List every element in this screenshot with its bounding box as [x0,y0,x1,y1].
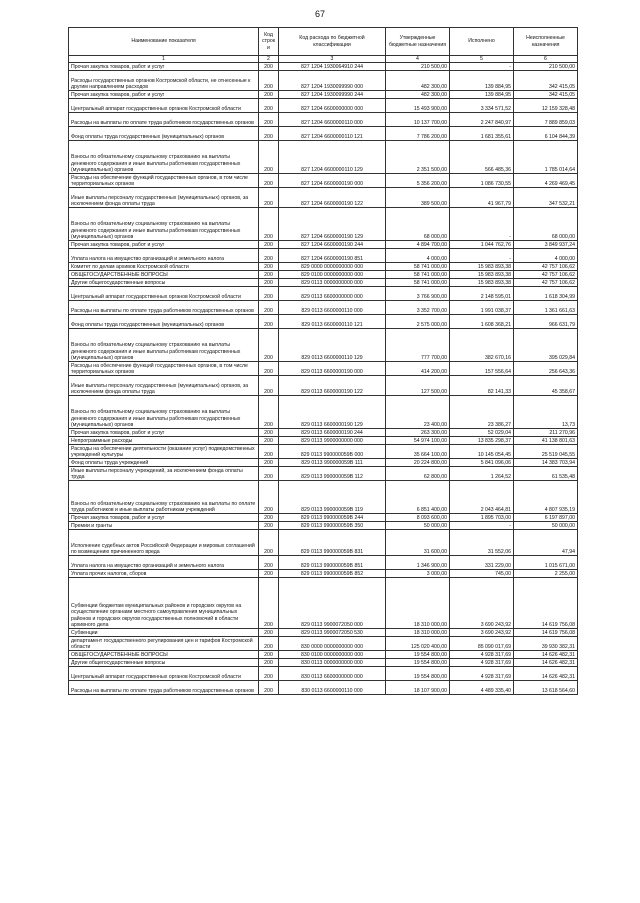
table-row [69,271,578,279]
row-unexecuted-amount: 14 619 756,08 [514,629,578,637]
row-line-code: 200 [259,629,279,637]
row-approved-amount: 58 741 000,00 [386,271,450,279]
row-name: Расходы на обеспечение деятельности (оказание услуг) подведомственных учреждений культуры [69,445,259,459]
row-name: Прочая закупка товаров, работ и услуг [69,429,259,437]
header-unexecuted: Неисполненные назначения [514,28,578,56]
table-row [69,570,578,578]
row-budget-code: 827 1204 6600000190 129 [279,208,386,241]
row-approved-amount: 2 351 500,00 [386,141,450,174]
row-executed-amount: 1 681 355,61 [450,127,514,141]
row-budget-code: 829 0113 990000059В 852 [279,570,386,578]
row-line-code: 200 [259,459,279,467]
row-line-code: 200 [259,514,279,522]
row-approved-amount: 127 500,00 [386,376,450,396]
row-executed-amount: 23 386,27 [450,396,514,429]
column-number: 2 [259,56,279,63]
table-row [69,329,578,362]
row-approved-amount: 18 107 900,00 [386,681,450,695]
row-budget-code: 829 0113 990000059В 111 [279,459,386,467]
row-budget-code: 829 0113 990000059В 112 [279,467,386,481]
table-row [69,241,578,249]
row-budget-code: 827 1204 6600000000 000 [279,99,386,113]
row-budget-code: 827 1204 1930099990 000 [279,71,386,91]
table-row [69,667,578,681]
row-approved-amount: 3 000,00 [386,570,450,578]
table-row [69,629,578,637]
row-approved-amount: 210 500,00 [386,63,450,71]
row-unexecuted-amount: 42 757 106,62 [514,271,578,279]
row-budget-code: 829 0113 6600000110 000 [279,301,386,315]
row-name: ОБЩЕГОСУДАРСТВЕННЫЕ ВОПРОСЫ [69,271,259,279]
row-unexecuted-amount: 256 643,36 [514,362,578,376]
row-name: Другие общегосударственные вопросы [69,279,259,287]
row-line-code: 200 [259,376,279,396]
row-budget-code: 827 1204 6600000190 244 [279,241,386,249]
table-row [69,287,578,301]
row-approved-amount: 389 500,00 [386,188,450,208]
row-budget-code: 827 1204 6600000190 000 [279,174,386,188]
table-row [69,141,578,174]
row-budget-code: 829 0113 990000059В 831 [279,530,386,556]
row-budget-code: 830 0113 6600000110 000 [279,681,386,695]
row-approved-amount: 4 000,00 [386,249,450,263]
row-line-code: 200 [259,522,279,530]
table-row [69,208,578,241]
header-name: Наименование показателя [69,28,259,56]
table-row [69,71,578,91]
table-row [69,249,578,263]
row-unexecuted-amount: 211 270,96 [514,429,578,437]
table-row [69,681,578,695]
row-approved-amount: 1 346 900,00 [386,556,450,570]
row-executed-amount: 382 670,16 [450,329,514,362]
row-executed-amount: 13 835 298,37 [450,437,514,445]
row-name: Премии и гранты [69,522,259,530]
row-approved-amount: 263 300,00 [386,429,450,437]
row-line-code: 200 [259,429,279,437]
row-budget-code: 829 0100 0000000000 000 [279,271,386,279]
row-line-code: 200 [259,301,279,315]
row-name: Субвенции [69,629,259,637]
row-line-code: 200 [259,570,279,578]
column-number: 3 [279,56,386,63]
row-name: Взносы по обязательному социальному страхованию на выплаты денежного содержания и иные выплаты работникам государственных (муниципальных) органов [69,329,259,362]
row-name: Центральный аппарат государственных органов Костромской области [69,667,259,681]
row-unexecuted-amount: 50 000,00 [514,522,578,530]
row-budget-code: 829 0113 990000059В 119 [279,481,386,514]
row-budget-code: 830 0000 0000000000 000 [279,637,386,651]
row-line-code: 200 [259,208,279,241]
row-unexecuted-amount: 395 029,84 [514,329,578,362]
table-row [69,362,578,376]
row-executed-amount: 2 247 840,97 [450,113,514,127]
row-budget-code: 829 0113 6600000190 000 [279,362,386,376]
table-row [69,556,578,570]
row-name: Центральный аппарат государственных органов Костромской области [69,99,259,113]
row-budget-code: 829 0113 990000059В 350 [279,522,386,530]
row-name: Другие общегосударственные вопросы [69,659,259,667]
row-unexecuted-amount: 1 015 671,00 [514,556,578,570]
column-number: 1 [69,56,259,63]
row-line-code: 200 [259,263,279,271]
row-name: Фонд оплаты труда учреждений [69,459,259,467]
row-approved-amount: 18 310 000,00 [386,578,450,629]
row-executed-amount: 52 029,04 [450,429,514,437]
row-line-code: 200 [259,91,279,99]
table-row [69,376,578,396]
row-approved-amount: 23 400,00 [386,396,450,429]
column-number: 6 [514,56,578,63]
row-executed-amount: 41 967,79 [450,188,514,208]
row-line-code: 200 [259,99,279,113]
row-budget-code: 829 0113 6600000110 121 [279,315,386,329]
row-name: Уплата прочих налогов, сборов [69,570,259,578]
row-line-code: 200 [259,141,279,174]
budget-execution-table [68,27,578,695]
row-line-code: 200 [259,63,279,71]
row-name: Непрограммные расходы [69,437,259,445]
row-unexecuted-amount: 1 785 014,64 [514,141,578,174]
column-number: 4 [386,56,450,63]
column-number-row [69,56,578,63]
row-line-code: 200 [259,279,279,287]
row-approved-amount: 6 851 400,00 [386,481,450,514]
row-name: ОБЩЕГОСУДАРСТВЕННЫЕ ВОПРОСЫ [69,651,259,659]
row-line-code: 200 [259,113,279,127]
column-number: 5 [450,56,514,63]
row-line-code: 200 [259,315,279,329]
row-executed-amount: 31 552,06 [450,530,514,556]
row-name: Расходы на обеспечение функций государственных органов, в том числе территориальных органов [69,174,259,188]
row-executed-amount: 2 043 464,81 [450,481,514,514]
row-approved-amount: 8 093 600,00 [386,514,450,522]
row-approved-amount: 18 310 000,00 [386,629,450,637]
row-unexecuted-amount: 13,73 [514,396,578,429]
row-budget-code: 827 1204 1930064910 244 [279,63,386,71]
row-unexecuted-amount: 6 104 844,39 [514,127,578,141]
row-unexecuted-amount: 14 626 482,31 [514,667,578,681]
row-name: Взносы по обязательному социальному страхованию на выплаты денежного содержания и иные выплаты работникам государственных (муниципальных) органов [69,396,259,429]
row-budget-code: 829 0113 6600000190 244 [279,429,386,437]
row-executed-amount: 745,00 [450,570,514,578]
row-name: Прочая закупка товаров, работ и услуг [69,63,259,71]
row-approved-amount: 58 741 000,00 [386,263,450,271]
row-executed-amount: 1 264,52 [450,467,514,481]
row-name: Расходы на выплаты по оплате труда работников государственных органов [69,301,259,315]
row-line-code: 200 [259,188,279,208]
row-name: Уплата налога на имущество организаций и земельного налога [69,249,259,263]
table-row [69,530,578,556]
row-line-code: 200 [259,637,279,651]
row-unexecuted-amount: 25 519 045,55 [514,445,578,459]
header-budget-code: Код расхода по бюджетной классификации [279,28,386,56]
row-budget-code: 829 0113 6600000000 000 [279,287,386,301]
row-budget-code: 827 1204 1930099990 244 [279,91,386,99]
row-name: Расходы на выплаты по оплате труда работников государственных органов [69,113,259,127]
row-budget-code: 829 0113 9900072050 530 [279,629,386,637]
row-line-code: 200 [259,467,279,481]
row-unexecuted-amount: 3 849 937,24 [514,241,578,249]
row-name: Расходы на выплаты по оплате труда работников государственных органов [69,681,259,695]
row-executed-amount: 139 884,95 [450,71,514,91]
table-row [69,174,578,188]
table-row [69,263,578,271]
row-budget-code: 827 1204 6600000190 851 [279,249,386,263]
row-unexecuted-amount: 42 757 106,62 [514,279,578,287]
row-name: Исполнение судебных актов Российской Федерации и мировых соглашений по возмещению причиненного вреда [69,530,259,556]
row-line-code: 200 [259,481,279,514]
row-unexecuted-amount: 7 889 859,03 [514,113,578,127]
row-executed-amount: 139 884,95 [450,91,514,99]
row-unexecuted-amount: 2 255,00 [514,570,578,578]
row-line-code: 200 [259,667,279,681]
row-approved-amount: 15 493 900,00 [386,99,450,113]
row-executed-amount: - [450,208,514,241]
row-executed-amount: 566 485,36 [450,141,514,174]
row-budget-code: 829 0113 9900000000 000 [279,437,386,445]
row-unexecuted-amount: 4 000,00 [514,249,578,263]
row-executed-amount: - [450,522,514,530]
row-name: Центральный аппарат государственных органов Костромской области [69,287,259,301]
row-unexecuted-amount: 1 618 304,99 [514,287,578,301]
row-approved-amount: 35 664 100,00 [386,445,450,459]
row-executed-amount: 1 895 703,00 [450,514,514,522]
table-row [69,437,578,445]
row-unexecuted-amount: 1 361 661,63 [514,301,578,315]
table-header-row [69,28,578,56]
row-budget-code: 827 1204 6600000190 122 [279,188,386,208]
row-approved-amount: 3 766 900,00 [386,287,450,301]
row-line-code: 200 [259,530,279,556]
row-executed-amount: 1 086 730,55 [450,174,514,188]
row-unexecuted-amount: 210 500,00 [514,63,578,71]
row-budget-code: 827 1204 6600000110 121 [279,127,386,141]
table-row [69,396,578,429]
row-executed-amount: 15 983 893,38 [450,271,514,279]
row-unexecuted-amount: 14 626 482,31 [514,651,578,659]
row-unexecuted-amount: 12 159 328,48 [514,99,578,113]
row-budget-code: 829 0113 990000059В 000 [279,445,386,459]
table-row [69,188,578,208]
row-approved-amount: 68 000,00 [386,208,450,241]
row-line-code: 200 [259,329,279,362]
table-body [69,63,578,695]
row-budget-code: 829 0113 0000000000 000 [279,279,386,287]
row-budget-code: 829 0113 6600000190 129 [279,396,386,429]
row-budget-code: 827 1204 6600000110 129 [279,141,386,174]
row-executed-amount: 15 983 893,38 [450,279,514,287]
row-approved-amount: 20 224 800,00 [386,459,450,467]
row-budget-code: 830 0100 0000000000 000 [279,651,386,659]
row-approved-amount: 58 741 000,00 [386,279,450,287]
row-budget-code: 829 0113 6600000190 122 [279,376,386,396]
row-approved-amount: 19 554 800,00 [386,659,450,667]
table-row [69,91,578,99]
row-executed-amount: 2 148 595,01 [450,287,514,301]
table-row [69,459,578,467]
row-line-code: 200 [259,271,279,279]
row-unexecuted-amount: 45 358,67 [514,376,578,396]
row-executed-amount: 1 991 038,37 [450,301,514,315]
row-line-code: 200 [259,396,279,429]
row-line-code: 200 [259,556,279,570]
row-approved-amount: 414 200,00 [386,362,450,376]
row-name: Взносы по обязательному социальному страхованию на выплаты по оплате труда работников и иные выплаты работникам учреждений [69,481,259,514]
row-name: Иные выплаты персоналу учреждений, за исключением фонда оплаты труда [69,467,259,481]
row-unexecuted-amount: 4 269 469,45 [514,174,578,188]
table-row [69,578,578,629]
row-budget-code: 830 0113 0000000000 000 [279,659,386,667]
row-approved-amount: 3 352 700,00 [386,301,450,315]
table-row [69,659,578,667]
row-name: Взносы по обязательному социальному страхованию на выплаты денежного содержания и иные выплаты работникам государственных (муниципальных) органов [69,208,259,241]
row-name: Расходы государственных органов Костромской области, не отнесенные к другим направлениям расходов [69,71,259,91]
row-executed-amount: 85 090 017,69 [450,637,514,651]
row-name: Иные выплаты персоналу государственных (муниципальных) органов, за исключением фонда оплаты труда [69,188,259,208]
row-unexecuted-amount: 68 000,00 [514,208,578,241]
row-approved-amount: 482 300,00 [386,91,450,99]
row-budget-code: 829 0113 990000059В 244 [279,514,386,522]
row-executed-amount: 3 690 243,92 [450,578,514,629]
row-executed-amount: 331 229,00 [450,556,514,570]
row-approved-amount: 4 894 700,00 [386,241,450,249]
row-unexecuted-amount: 14 383 703,94 [514,459,578,467]
row-name: Прочая закупка товаров, работ и услуг [69,91,259,99]
row-line-code: 200 [259,287,279,301]
row-executed-amount: 3 334 571,52 [450,99,514,113]
row-line-code: 200 [259,127,279,141]
table-row [69,481,578,514]
row-approved-amount: 482 300,00 [386,71,450,91]
header-executed: Исполнено [450,28,514,56]
row-executed-amount: 5 841 096,06 [450,459,514,467]
table-row [69,315,578,329]
table-row [69,514,578,522]
row-line-code: 200 [259,651,279,659]
header-approved: Утвержденные бюджетные назначения [386,28,450,56]
row-budget-code: 829 0000 0000000000 000 [279,263,386,271]
row-name: Комитет по делам архивов Костромской области [69,263,259,271]
row-unexecuted-amount: 41 138 801,63 [514,437,578,445]
row-name: Уплата налога на имущество организаций и земельного налога [69,556,259,570]
row-name: Взносы по обязательному социальному страхованию на выплаты денежного содержания и иные выплаты работникам государственных (муниципальных) органов [69,141,259,174]
row-unexecuted-amount: 42 757 106,62 [514,263,578,271]
row-approved-amount: 5 356 200,00 [386,174,450,188]
row-approved-amount: 54 974 100,00 [386,437,450,445]
table-row [69,113,578,127]
row-name: Фонд оплаты труда государственных (муниципальных) органов [69,315,259,329]
row-unexecuted-amount: 342 415,05 [514,71,578,91]
row-executed-amount: 1 608 368,21 [450,315,514,329]
row-budget-code: 830 0113 6600000000 000 [279,667,386,681]
row-unexecuted-amount: 4 807 935,19 [514,481,578,514]
header-row-code: Код строк и [259,28,279,56]
table-row [69,467,578,481]
table-row [69,127,578,141]
row-line-code: 200 [259,241,279,249]
table-row [69,99,578,113]
table-row [69,651,578,659]
row-executed-amount: 3 690 243,92 [450,629,514,637]
table-row [69,445,578,459]
row-unexecuted-amount: 6 197 897,00 [514,514,578,522]
row-name: департамент государственного регулирования цен и тарифов Костромской области [69,637,259,651]
row-name: Расходы на обеспечение функций государственных органов, в том числе территориальных органов [69,362,259,376]
row-unexecuted-amount: 347 532,21 [514,188,578,208]
row-executed-amount: 4 928 317,69 [450,651,514,659]
table-row [69,637,578,651]
row-line-code: 200 [259,362,279,376]
row-approved-amount: 31 600,00 [386,530,450,556]
row-approved-amount: 2 575 000,00 [386,315,450,329]
row-line-code: 200 [259,445,279,459]
table-row [69,301,578,315]
row-line-code: 200 [259,71,279,91]
row-approved-amount: 10 137 700,00 [386,113,450,127]
row-budget-code: 827 1204 6600000110 000 [279,113,386,127]
row-executed-amount: 1 044 762,76 [450,241,514,249]
row-executed-amount: 10 145 054,45 [450,445,514,459]
row-approved-amount: 50 000,00 [386,522,450,530]
row-unexecuted-amount: 13 618 564,60 [514,681,578,695]
row-unexecuted-amount: 342 415,05 [514,91,578,99]
row-executed-amount: - [450,63,514,71]
row-unexecuted-amount: 14 619 756,08 [514,578,578,629]
row-budget-code: 829 0113 990000059В 851 [279,556,386,570]
row-name: Прочая закупка товаров, работ и услуг [69,514,259,522]
row-unexecuted-amount: 14 626 482,31 [514,659,578,667]
row-unexecuted-amount: 61 535,48 [514,467,578,481]
row-line-code: 200 [259,437,279,445]
table-row [69,279,578,287]
row-executed-amount: 15 983 893,38 [450,263,514,271]
row-unexecuted-amount: 47,94 [514,530,578,556]
row-name: Иные выплаты персоналу государственных (муниципальных) органов, за исключением фонда оплаты труда [69,376,259,396]
row-approved-amount: 777 700,00 [386,329,450,362]
row-approved-amount: 125 020 400,00 [386,637,450,651]
row-line-code: 200 [259,659,279,667]
row-name: Фонд оплаты труда государственных (муниципальных) органов [69,127,259,141]
row-line-code: 200 [259,578,279,629]
row-approved-amount: 19 554 800,00 [386,667,450,681]
row-executed-amount: 157 556,64 [450,362,514,376]
row-approved-amount: 7 786 200,00 [386,127,450,141]
row-executed-amount: 82 141,33 [450,376,514,396]
row-unexecuted-amount: 39 930 382,31 [514,637,578,651]
table-row [69,63,578,71]
row-approved-amount: 19 554 800,00 [386,651,450,659]
row-line-code: 200 [259,174,279,188]
row-budget-code: 829 0113 9900072050 000 [279,578,386,629]
row-approved-amount: 62 800,00 [386,467,450,481]
row-name: Прочая закупка товаров, работ и услуг [69,241,259,249]
table-row [69,429,578,437]
row-unexecuted-amount: 966 631,79 [514,315,578,329]
row-executed-amount: 4 928 317,69 [450,667,514,681]
row-line-code: 200 [259,249,279,263]
table-row [69,522,578,530]
row-budget-code: 829 0113 6600000110 129 [279,329,386,362]
row-executed-amount: 4 928 317,69 [450,659,514,667]
page-number: 67 [314,9,325,19]
row-name: Субвенции бюджетам муниципальных районов и городских округов на осуществление органами местного самоуправления муниципальных районов и городских округов государственных полномочий в области архивного дела [69,578,259,629]
row-executed-amount: - [450,249,514,263]
row-executed-amount: 4 489 335,40 [450,681,514,695]
row-line-code: 200 [259,681,279,695]
